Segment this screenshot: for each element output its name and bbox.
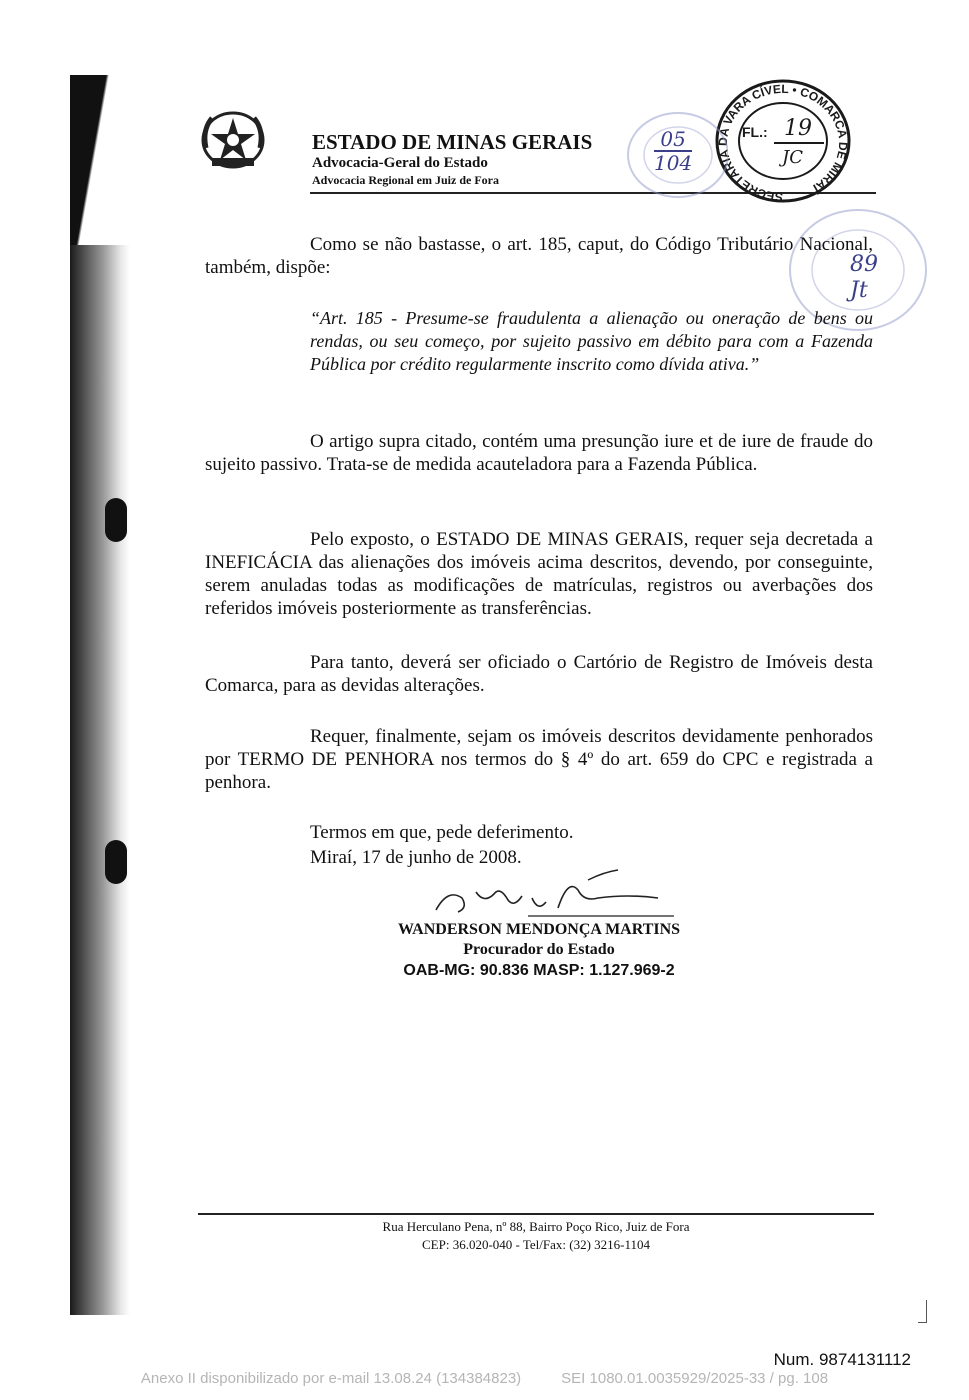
signature-block — [380, 920, 698, 982]
paragraph-2: O artigo supra citado, contém uma presunção iure et de iure de fraude do sujeito passivo. Trata-se de medida acauteladora para a Fazenda Pública. — [205, 431, 873, 475]
sei-footer-right: SEI 1080.01.0035929/2025-33 / pg. 108 — [561, 1370, 829, 1387]
stamp-fl-label: FL.: — [742, 124, 768, 140]
footer-address-line-1: Rua Herculano Pena, nº 88, Bairro Poço Rico, Juiz de Fora — [382, 1219, 690, 1234]
stamp-fl-number: 19 — [784, 116, 812, 141]
org-regional: Advocacia Regional em Juiz de Fora — [312, 173, 499, 187]
signer-registration: OAB-MG: 90.836 MASP: 1.127.969-2 — [403, 962, 675, 979]
quoted-article: “Art. 185 - Presume-se fraudulenta a alienação ou oneração de bens ou rendas, ou seu começo, por sujeito passivo em débito para com a Fazenda Pública por crédito regularmente inscrito como dívida ativa.” — [310, 308, 873, 374]
stamp-ring-text: SECRETARIA DA VARA CÍVEL • COMARCA DE MIRAÍ — [715, 81, 851, 205]
punch-hole-top — [105, 498, 127, 542]
handnote-fraction-bottom: 104 — [654, 151, 693, 175]
handwritten-signature-icon — [428, 868, 678, 926]
handnote-fraction — [654, 128, 692, 174]
scan-left-shadow — [70, 75, 130, 1315]
footer-address-line-2: CEP: 36.020-040 - Tel/Fax: (32) 3216-1104 — [421, 1237, 651, 1252]
signer-name: WANDERSON MENDONÇA MARTINS — [397, 921, 681, 938]
footer-rule — [198, 1213, 874, 1215]
stamp-fl-initials: JC — [782, 147, 803, 168]
org-title: ESTADO DE MINAS GERAIS — [312, 130, 593, 154]
court-stamp-icon — [712, 77, 854, 205]
closing-line-1: Termos em que, pede deferimento. — [310, 822, 574, 843]
paragraph-5: Requer, finalmente, sejam os imóveis descritos devidamente penhorados por TERMO DE PENHORA nos termos do § 4º do art. 659 do CPC e registrada a penhora. — [205, 726, 873, 793]
footer-address — [198, 1218, 874, 1254]
sei-footer-left: Anexo II disponibilizado por e-mail 13.08.24 (134384823) — [140, 1370, 522, 1387]
sei-footer — [0, 1370, 969, 1387]
handnote-side-initials: Jt — [850, 278, 868, 303]
paragraph-1: Como se não bastasse, o art. 185, caput, do Código Tributário Nacional, também, dispõe: — [205, 234, 873, 278]
coat-of-arms-icon — [198, 108, 268, 172]
org-subtitle: Advocacia-Geral do Estado — [312, 155, 488, 171]
scan-corner-mark — [918, 1300, 927, 1323]
closing-line-2: Miraí, 17 de junho de 2008. — [310, 847, 522, 868]
punch-hole-bottom — [105, 840, 127, 884]
signer-role: Procurador do Estado — [463, 941, 615, 958]
paragraph-4: Para tanto, deverá ser oficiado o Cartório de Registro de Imóveis desta Comarca, para as devidas alterações. — [205, 652, 873, 696]
letterhead-text — [312, 130, 592, 188]
closing-block — [310, 820, 574, 870]
handnote-side-number: 89 — [850, 252, 878, 277]
scan-page-fold — [70, 75, 170, 245]
paragraph-3: Pelo exposto, o ESTADO DE MINAS GERAIS, requer seja decretada a INEFICÁCIA das alienações dos imóveis acima descritos, devendo, por conseguinte, serem anuladas todas as modificações de matrículas, registros ou averbações dos referidos imóveis posteriormente as transferências. — [205, 529, 873, 619]
handnote-fraction-top: 05 — [660, 127, 686, 151]
document-number: Num. 9874131112 — [773, 1350, 911, 1369]
